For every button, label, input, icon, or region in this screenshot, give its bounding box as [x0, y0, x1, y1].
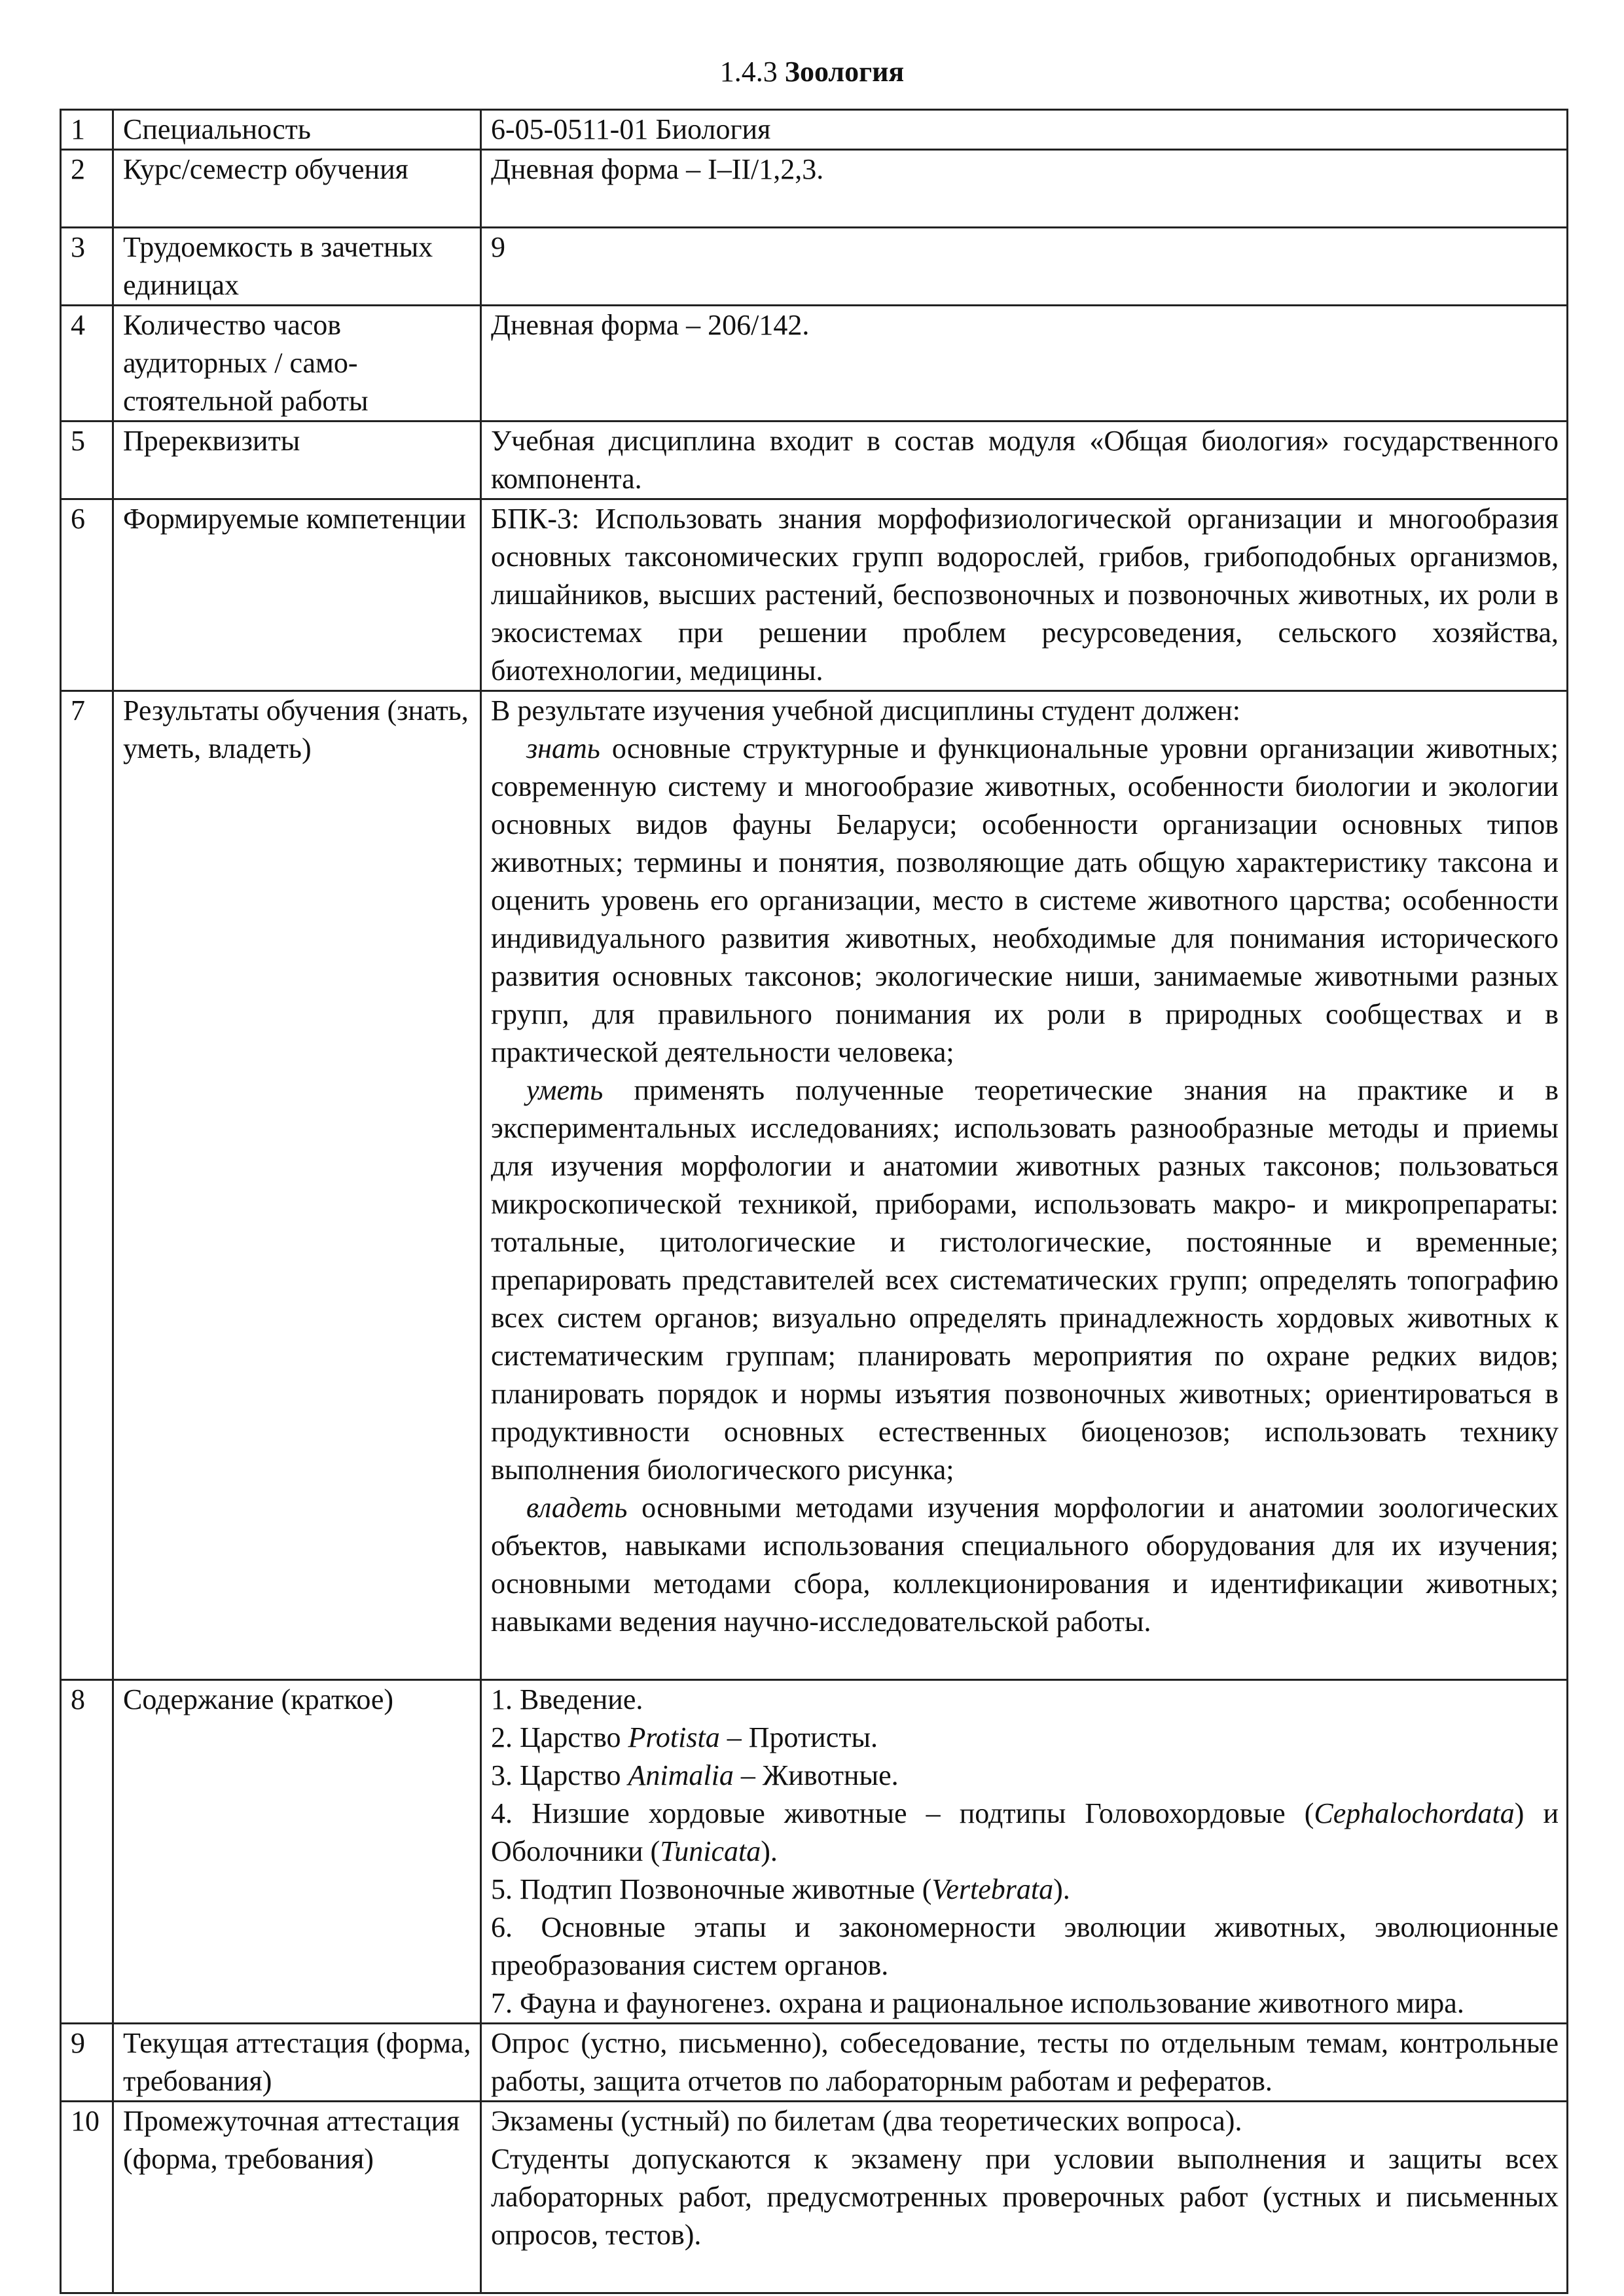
row-value: 6-05-0511-01 Биология — [481, 110, 1568, 150]
table-row-course-semester — [61, 150, 1568, 228]
know-text: основные структурные и функциональные уровни организации животных; современную систему и многообразие животных, особенности биологии и экологии основных видов фауны Беларуси; особенности организации основных типов животных; термины и понятия, позволяющие дать общую характеристику таксона и оценить уровень его организации, место в системе животного царства; особенности индивидуального развития животных, необходимые для понимания исторического развития основных таксонов; экологические ниши, занимаемые животными разных групп, для правильного понимания их роли в природных сообществах и в практической деятельности человека; — [491, 732, 1559, 1068]
item-text: 3. Царство — [491, 1759, 628, 1791]
section-title: Зоология — [784, 56, 905, 88]
row-value: Опрос (устно, письменно), собеседование, тесты по отдельным темам, контрольные работы, защита отчетов по лабораторным работам и рефератов. — [481, 2024, 1568, 2102]
row-label: Формируемые компетенции — [113, 499, 481, 691]
discipline-table — [60, 109, 1568, 2294]
item-text: – Протисты. — [719, 1721, 878, 1753]
table-row-learning-outcomes — [61, 691, 1568, 1680]
content-item-5 — [491, 1871, 1559, 1909]
table-row-competencies — [61, 499, 1568, 691]
item-text: ) и Оболочники ( — [491, 1797, 1559, 1867]
row-label: Количество часов аудиторных / само-стоятельной работы — [113, 306, 481, 422]
outcomes-intro: В результате изучения учебной дисциплины студент должен: — [491, 694, 1241, 726]
row-value: БПК-3: Использовать знания морфофизиологической организации и многообразия основных таксономических групп водорослей, грибов, грибоподобных организмов, лишайников, высших растений, беспозвоночных и позвоночных животных, их роли в экосистемах при решении проблем ресурсоведения, сельского хозяйства, биотехнологии, медицины. — [481, 499, 1568, 691]
table-row-hours — [61, 306, 1568, 422]
latin-name: Vertebrata — [931, 1873, 1054, 1905]
row-number: 9 — [61, 2024, 113, 2102]
content-item-4 — [491, 1795, 1559, 1871]
row-number: 10 — [61, 2102, 113, 2293]
latin-name: Animalia — [628, 1759, 734, 1791]
row-label: Курс/семестр обучения — [113, 150, 481, 228]
row-number: 5 — [61, 422, 113, 499]
row-number: 8 — [61, 1680, 113, 2024]
row-value: 9 — [481, 228, 1568, 306]
row-number: 3 — [61, 228, 113, 306]
item-text: – Животные. — [733, 1759, 899, 1791]
row-label: Трудоемкость в зачетных единицах — [113, 228, 481, 306]
exam-form: Экзамены (устный) по билетам (два теоретических вопроса). — [491, 2105, 1242, 2137]
own-text: основными методами изучения морфологии и анатомии зоологических объектов, навыками использования специального оборудования для их изучения; основными методами сбора, коллекционирования и идентификации животных; навыками ведения научно-исследовательской работы. — [491, 1492, 1559, 1638]
row-value — [481, 2102, 1568, 2293]
item-text: 5. Подтип Позвоночные животные ( — [491, 1873, 932, 1905]
section-number: 1.4.3 — [719, 56, 778, 88]
latin-name: Cephalochordata — [1314, 1797, 1515, 1829]
exam-requirements: Студенты допускаются к экзамену при условии выполнения и защиты всех лабораторных работ, предусмотренных проверочных работ (устных и письменных опросов, тестов). — [491, 2143, 1559, 2251]
row-label: Пререквизиты — [113, 422, 481, 499]
outcomes-own — [491, 1489, 1559, 1641]
table-row-credits — [61, 228, 1568, 306]
table-row-prerequisites — [61, 422, 1568, 499]
row-number: 4 — [61, 306, 113, 422]
content-item-1: 1. Введение. — [491, 1683, 643, 1715]
row-value — [481, 691, 1568, 1680]
item-text: ). — [761, 1835, 778, 1867]
item-text: 2. Царство — [491, 1721, 628, 1753]
row-number: 7 — [61, 691, 113, 1680]
row-label: Результаты обучения (знать, уметь, владеть) — [113, 691, 481, 1680]
row-value — [481, 1680, 1568, 2024]
page-title — [0, 54, 1624, 90]
latin-name: Tunicata — [660, 1835, 761, 1867]
can-term: уметь — [526, 1074, 604, 1106]
latin-name: Protista — [628, 1721, 720, 1753]
content-item-2 — [491, 1719, 1559, 1757]
item-text: 4. Низшие хордовые животные – подтипы Головохордовые ( — [491, 1797, 1314, 1829]
can-text: применять полученные теоретические знания на практике и в экспериментальных исследованиях; использовать разнообразные методы и приемы для изучения морфологии и анатомии животных разных таксонов; пользоваться микроскопической техникой, приборами, использовать макро- и микропрепараты: тотальные, цитологические и гистологические, постоянные и временные; препарировать представителей всех систематических групп; определять топографию всех систем органов; визуально определять принадлежность хордовых животных к систематическим группам; планировать мероприятия по охране редких видов; планировать порядок и нормы изъятия позвоночных животных; ориентироваться в продуктивности основных естественных биоценозов; использовать технику выполнения биологического рисунка; — [491, 1074, 1559, 1486]
know-term: знать — [526, 732, 600, 764]
row-value: Дневная форма – 206/142. — [481, 306, 1568, 422]
outcomes-can — [491, 1071, 1559, 1489]
row-label: Текущая аттестация (форма, требования) — [113, 2024, 481, 2102]
item-text: ). — [1053, 1873, 1070, 1905]
row-label: Промежуточная аттестация (форма, требования) — [113, 2102, 481, 2293]
row-value: Дневная форма – I–II/1,2,3. — [481, 150, 1568, 228]
table-row-speciality — [61, 110, 1568, 150]
table-row-current-assessment — [61, 2024, 1568, 2102]
table-row-interim-assessment — [61, 2102, 1568, 2293]
content-item-3 — [491, 1757, 1559, 1795]
row-number: 1 — [61, 110, 113, 150]
row-label: Содержание (краткое) — [113, 1680, 481, 2024]
content-item-7: 7. Фауна и фауногенез. охрана и рациональное использование животного мира. — [491, 1987, 1464, 2019]
row-number: 6 — [61, 499, 113, 691]
row-label: Специальность — [113, 110, 481, 150]
outcomes-know — [491, 730, 1559, 1071]
own-term: владеть — [526, 1492, 628, 1524]
table-row-content — [61, 1680, 1568, 2024]
row-value: Учебная дисциплина входит в состав модуля «Общая биология» государственного компонента. — [481, 422, 1568, 499]
row-number: 2 — [61, 150, 113, 228]
content-item-6: 6. Основные этапы и закономерности эволюции животных, эволюционные преобразования систем органов. — [491, 1911, 1559, 1981]
